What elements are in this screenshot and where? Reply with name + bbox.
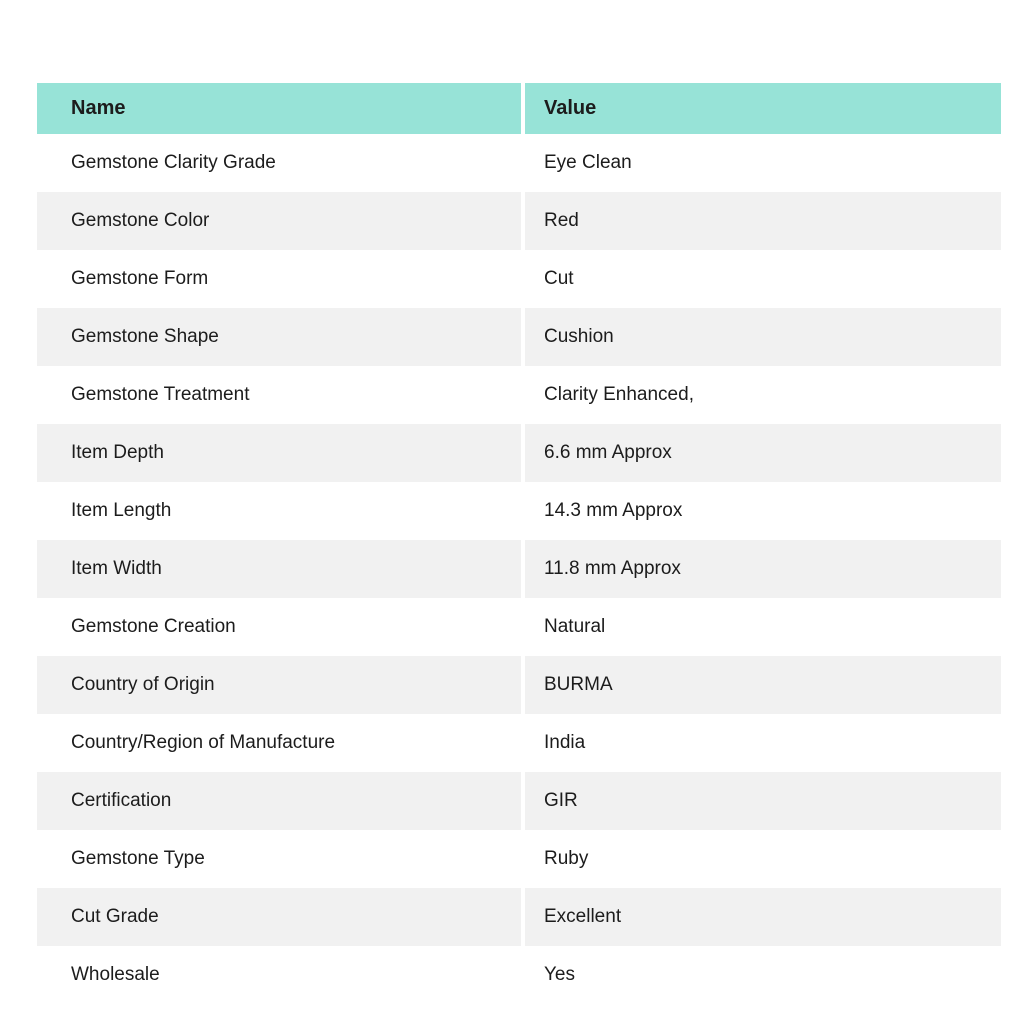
spec-name-cell: Gemstone Type <box>37 830 523 888</box>
spec-name-cell: Cut Grade <box>37 888 523 946</box>
spec-value-cell: Natural <box>523 598 1001 656</box>
header-cell-name: Name <box>37 83 523 134</box>
header-row <box>37 83 1001 134</box>
spec-name-cell: Gemstone Color <box>37 192 523 250</box>
spec-name-cell: Wholesale <box>37 946 523 1004</box>
spec-value-cell: India <box>523 714 1001 772</box>
spec-name-cell: Gemstone Shape <box>37 308 523 366</box>
spec-value-cell: GIR <box>523 772 1001 830</box>
spec-name-cell: Gemstone Treatment <box>37 366 523 424</box>
table-body <box>37 134 1001 1004</box>
spec-name-cell: Item Depth <box>37 424 523 482</box>
spec-value-cell: Excellent <box>523 888 1001 946</box>
table-row <box>37 250 1001 308</box>
spec-value-cell: Yes <box>523 946 1001 1004</box>
table-row <box>37 830 1001 888</box>
spec-value-cell: 6.6 mm Approx <box>523 424 1001 482</box>
item-specifics-table <box>37 83 1001 1004</box>
table-row <box>37 134 1001 192</box>
spec-value-cell: Clarity Enhanced, <box>523 366 1001 424</box>
spec-name-cell: Gemstone Creation <box>37 598 523 656</box>
spec-name-cell: Country/Region of Manufacture <box>37 714 523 772</box>
table-row <box>37 308 1001 366</box>
spec-value-cell: Cut <box>523 250 1001 308</box>
table-row <box>37 772 1001 830</box>
table-row <box>37 888 1001 946</box>
table-row <box>37 424 1001 482</box>
spec-value-cell: 14.3 mm Approx <box>523 482 1001 540</box>
spec-name-cell: Gemstone Clarity Grade <box>37 134 523 192</box>
spec-value-cell: BURMA <box>523 656 1001 714</box>
table-header <box>37 83 1001 134</box>
spec-name-cell: Certification <box>37 772 523 830</box>
spec-value-cell: Red <box>523 192 1001 250</box>
table-row <box>37 192 1001 250</box>
spec-name-cell: Item Width <box>37 540 523 598</box>
spec-value-cell: Ruby <box>523 830 1001 888</box>
table-row <box>37 656 1001 714</box>
table-row <box>37 540 1001 598</box>
spec-name-cell: Gemstone Form <box>37 250 523 308</box>
spec-value-cell: Cushion <box>523 308 1001 366</box>
spec-value-cell: 11.8 mm Approx <box>523 540 1001 598</box>
spec-name-cell: Country of Origin <box>37 656 523 714</box>
table-row <box>37 714 1001 772</box>
header-cell-value: Value <box>523 83 1001 134</box>
spec-value-cell: Eye Clean <box>523 134 1001 192</box>
spec-name-cell: Item Length <box>37 482 523 540</box>
table-row <box>37 598 1001 656</box>
table-row <box>37 482 1001 540</box>
table-row <box>37 946 1001 1004</box>
table-row <box>37 366 1001 424</box>
